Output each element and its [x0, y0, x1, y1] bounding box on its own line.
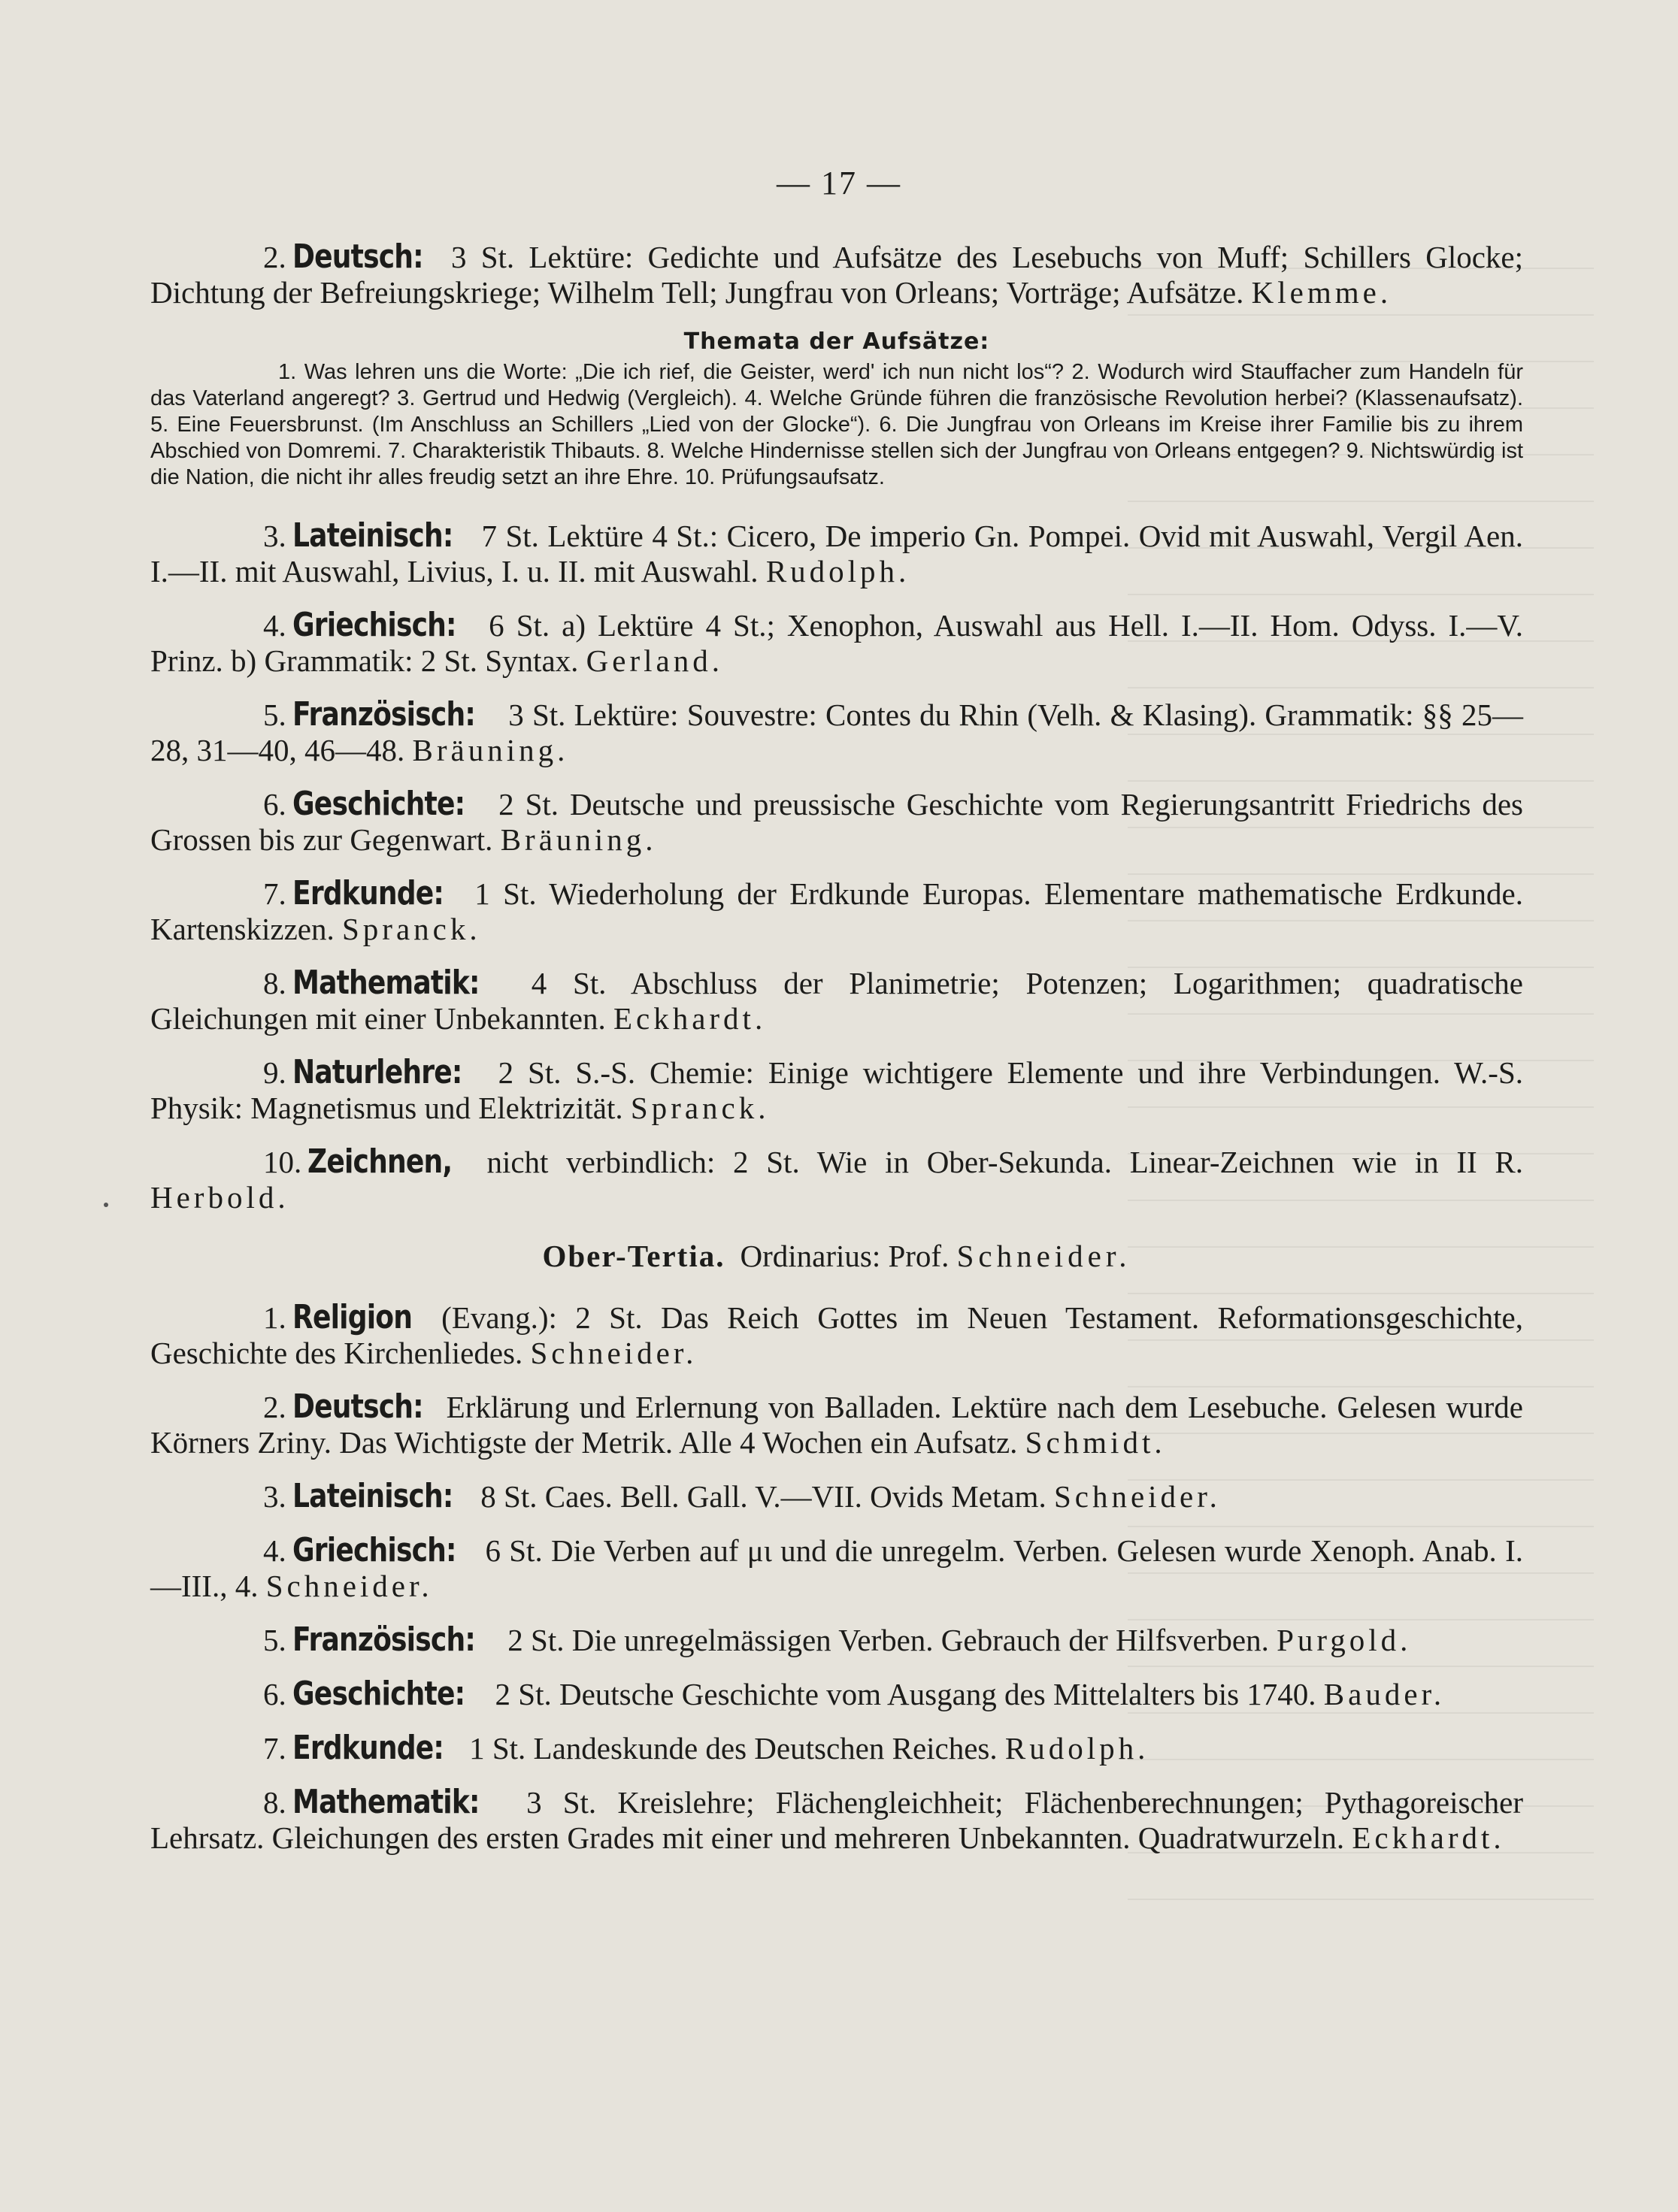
paragraph-indent: [150, 240, 437, 274]
item-number: 6.: [263, 1677, 286, 1711]
subject-description: 4 St. Abschluss der Planimetrie; Potenzen; Logarithmen; quadratische Gleichungen mit einer Unbekannten.: [150, 966, 1523, 1036]
item-number: 10.: [263, 1145, 302, 1179]
subject-paragraph: [150, 607, 1523, 679]
subject-description: nicht verbindlich: 2 St. Wie in Ober-Sekunda. Linear-Zeichnen wie in II R.: [468, 1145, 1523, 1179]
subject-name: Erdkunde:: [292, 874, 444, 912]
subject-paragraph: [150, 518, 1523, 589]
essay-topics-heading: Themata der Aufsätze:: [683, 328, 990, 355]
paragraph-indent: [150, 1300, 423, 1335]
item-number: 3.: [263, 519, 286, 553]
paragraph-indent: [150, 966, 505, 1000]
subject-name: Griechisch:: [292, 1531, 456, 1569]
paragraph-indent: [150, 1055, 484, 1090]
paragraph-indent: [150, 1731, 462, 1766]
subject-name: Deutsch:: [292, 1387, 423, 1426]
subject-name: Mathematik:: [292, 964, 480, 1002]
item-number: 2.: [263, 1390, 286, 1424]
teacher-name: Herbold.: [150, 1180, 289, 1215]
subject-paragraph: [150, 1533, 1523, 1604]
subject-paragraph: [150, 876, 1523, 947]
subject-name: Lateinisch:: [292, 516, 453, 555]
item-number: 2.: [263, 240, 286, 274]
section-ordinarius-label: Ordinarius: Prof.: [740, 1239, 950, 1273]
item-number: 4.: [263, 608, 286, 643]
subject-description: 3 St. Lektüre: Souvestre: Contes du Rhin (Velh. & Klasing). Grammatik: §§ 25—28, 31—40, 46—48.: [150, 697, 1523, 767]
obersekunda-subjects: [150, 518, 1523, 1215]
subject-name: Erdkunde:: [292, 1729, 444, 1767]
item-number: 6.: [263, 787, 286, 822]
subject-name: Lateinisch:: [292, 1477, 453, 1515]
page-number: — 17 —: [777, 165, 901, 201]
teacher-name: Schneider.: [265, 1569, 433, 1603]
item-number: 8.: [263, 1785, 286, 1820]
teacher-name: Schneider.: [530, 1336, 698, 1370]
subject-paragraph: [150, 1784, 1523, 1856]
teacher-name: Bräuning.: [500, 822, 657, 857]
teacher-name: Schmidt.: [1025, 1425, 1166, 1460]
teacher-name: Spranck.: [342, 912, 481, 946]
item-number: 9.: [263, 1055, 286, 1090]
subject-description: Erklärung und Erlernung von Balladen. Lektüre nach dem Lesebuche. Gelesen wurde Körners Zriny. Das Wichtigste der Metrik. Alle 4 Wochen ein Aufsatz.: [150, 1390, 1523, 1460]
paragraph-indent: [150, 1620, 500, 1659]
subject-name: Französisch:: [292, 1620, 475, 1659]
teacher-name: Klemme.: [1251, 275, 1392, 310]
section-heading: [150, 1238, 1523, 1274]
teacher-name: Bräuning.: [412, 733, 569, 767]
section-title: Ober-Tertia.: [542, 1239, 725, 1273]
paragraph-indent: [150, 1677, 487, 1711]
subject-name: Französisch:: [292, 695, 475, 734]
subject-paragraph: [150, 1730, 1523, 1766]
page-content: [150, 239, 1523, 1874]
subject-description: 1 St. Wiederholung der Erdkunde Europas. Elementare mathematische Erdkunde. Kartenskizzen.: [150, 876, 1523, 946]
paragraph-indent: [150, 1142, 469, 1181]
paragraph-indent: [150, 608, 477, 643]
item-number: 5.: [263, 697, 286, 732]
subject-name: Geschichte:: [292, 1675, 465, 1713]
subject-paragraph: [150, 1389, 1523, 1460]
item-number: 7.: [263, 1731, 286, 1766]
subject-name: Naturlehre:: [292, 1053, 462, 1091]
subject-name: Griechisch:: [292, 606, 456, 644]
essay-topics-text: 1. Was lehren uns die Worte: „Die ich rief, die Geister, werd' ich nun nicht los“? 2. Wodurch wird Stauffacher zum Handeln für das Vaterland angeregt? 3. Gertrud und Hedwig (Vergleich). 4. Welche Gründe führen die französische Revolution herbei? (Klassenaufsatz). 5. Eine Feuersbrunst. (Im Anschluss an Schillers „Lied von der Glocke“). 6. Die Jungfrau von Orleans im Kreise ihrer Familie bis zu ihrem Abschied von Domremi. 7. Charakteristik Thibauts. 8. Welche Hindernisse stellen sich der Jungfrau von Orleans entgegen? 9. Nichtswürdig ist die Nation, die nicht ihr alles freudig setzt an ihre Ehre. 10. Prüfungsaufsatz.: [150, 360, 1523, 489]
item-number: 5.: [263, 1623, 286, 1657]
section-ordinarius-name: Schneider.: [956, 1239, 1131, 1273]
subject-paragraph: [150, 239, 1523, 310]
item-number: 7.: [263, 876, 286, 911]
teacher-name: Spranck.: [630, 1091, 770, 1125]
paragraph-indent: [150, 1785, 505, 1820]
item-number: 1.: [263, 1300, 286, 1335]
teacher-name: Purgold.: [1277, 1623, 1412, 1657]
teacher-name: Eckhardt.: [1352, 1820, 1505, 1855]
teacher-name: Rudolph.: [765, 554, 910, 589]
subject-name: Geschichte:: [292, 785, 465, 823]
paragraph-indent: [150, 876, 462, 911]
paragraph-indent: [150, 1387, 437, 1426]
subject-name: Zeichnen,: [307, 1142, 453, 1181]
subject-description: 2 St. S.-S. Chemie: Einige wichtigere Elemente und ihre Verbindungen. W.-S. Physik: Magnetismus und Elektrizität.: [150, 1055, 1523, 1125]
paragraph-indent: [150, 1533, 477, 1568]
subject-description: 2 St. Deutsche Geschichte vom Ausgang des Mittelalters bis 1740.: [487, 1677, 1324, 1711]
paragraph-indent: [150, 787, 487, 822]
subject-description: (Evang.): 2 St. Das Reich Gottes im Neuen Testament. Reformationsgeschichte, Geschichte des Kirchenliedes.: [150, 1300, 1523, 1370]
subject-description: 3 St. Kreislehre; Flächengleichheit; Flächenberechnungen; Pythagoreischer Lehrsatz. Gleichungen des ersten Grades mit einer und mehreren Unbekannten. Quadratwurzeln.: [150, 1785, 1523, 1855]
subject-description: 6 St. Die Verben auf μι und die unregelm. Verben. Gelesen wurde Xenoph. Anab. I.—III., 4.: [150, 1533, 1523, 1603]
subject-description: 8 St. Caes. Bell. Gall. V.—VII. Ovids Metam.: [473, 1479, 1054, 1514]
subject-paragraph: [150, 1055, 1523, 1126]
teacher-name: Rudolph.: [1004, 1731, 1149, 1766]
item-number: 4.: [263, 1533, 286, 1568]
subject-paragraph: [150, 1300, 1523, 1371]
subject-name: Deutsch:: [292, 238, 423, 276]
ink-blot: [104, 1203, 108, 1207]
subject-paragraph: [150, 1144, 1523, 1215]
teacher-name: Gerland.: [586, 643, 723, 678]
subject-paragraph: [150, 697, 1523, 768]
subject-description: 6 St. a) Lektüre 4 St.; Xenophon, Auswahl aus Hell. I.—II. Hom. Odyss. I.—V. Prinz. b) Grammatik: 2 St. Syntax.: [150, 608, 1523, 678]
subject-name: Religion: [292, 1298, 412, 1336]
subject-description: 7 St. Lektüre 4 St.: Cicero, De imperio Gn. Pompei. Ovid mit Auswahl, Vergil Aen. I.—II. mit Auswahl, Livius, I. u. II. mit Auswahl.: [150, 519, 1523, 589]
subject-description: 3 St. Lektüre: Gedichte und Aufsätze des Lesebuchs von Muff; Schillers Glocke; Dichtung der Befreiungskriege; Wilhelm Tell; Jungfrau von Orleans; Vorträge; Aufsätze.: [150, 240, 1523, 310]
paragraph-indent: [150, 1479, 473, 1514]
obersekunda-deutsch: [150, 239, 1523, 310]
subject-paragraph: [150, 965, 1523, 1036]
subject-paragraph: [150, 1676, 1523, 1712]
subject-paragraph: [150, 786, 1523, 858]
subject-description: 2 St. Deutsche und preussische Geschichte vom Regierungsantritt Friedrichs des Grossen bis zur Gegenwart.: [150, 787, 1523, 857]
obertertia-subjects: [150, 1300, 1523, 1856]
teacher-name: Schneider.: [1053, 1479, 1221, 1514]
item-number: 3.: [263, 1479, 286, 1514]
teacher-name: Eckhardt.: [613, 1001, 767, 1036]
subject-name: Mathematik:: [292, 1783, 480, 1821]
paragraph-indent: [150, 697, 500, 732]
item-number: 8.: [263, 966, 286, 1000]
subject-paragraph: [150, 1478, 1523, 1515]
paragraph-indent: [150, 516, 473, 555]
subject-description: 2 St. Die unregelmässigen Verben. Gebrauch der Hilfsverben.: [500, 1623, 1277, 1657]
subject-description: 1 St. Landeskunde des Deutschen Reiches.: [461, 1731, 1005, 1766]
teacher-name: Bauder.: [1323, 1677, 1446, 1711]
subject-paragraph: [150, 1622, 1523, 1658]
